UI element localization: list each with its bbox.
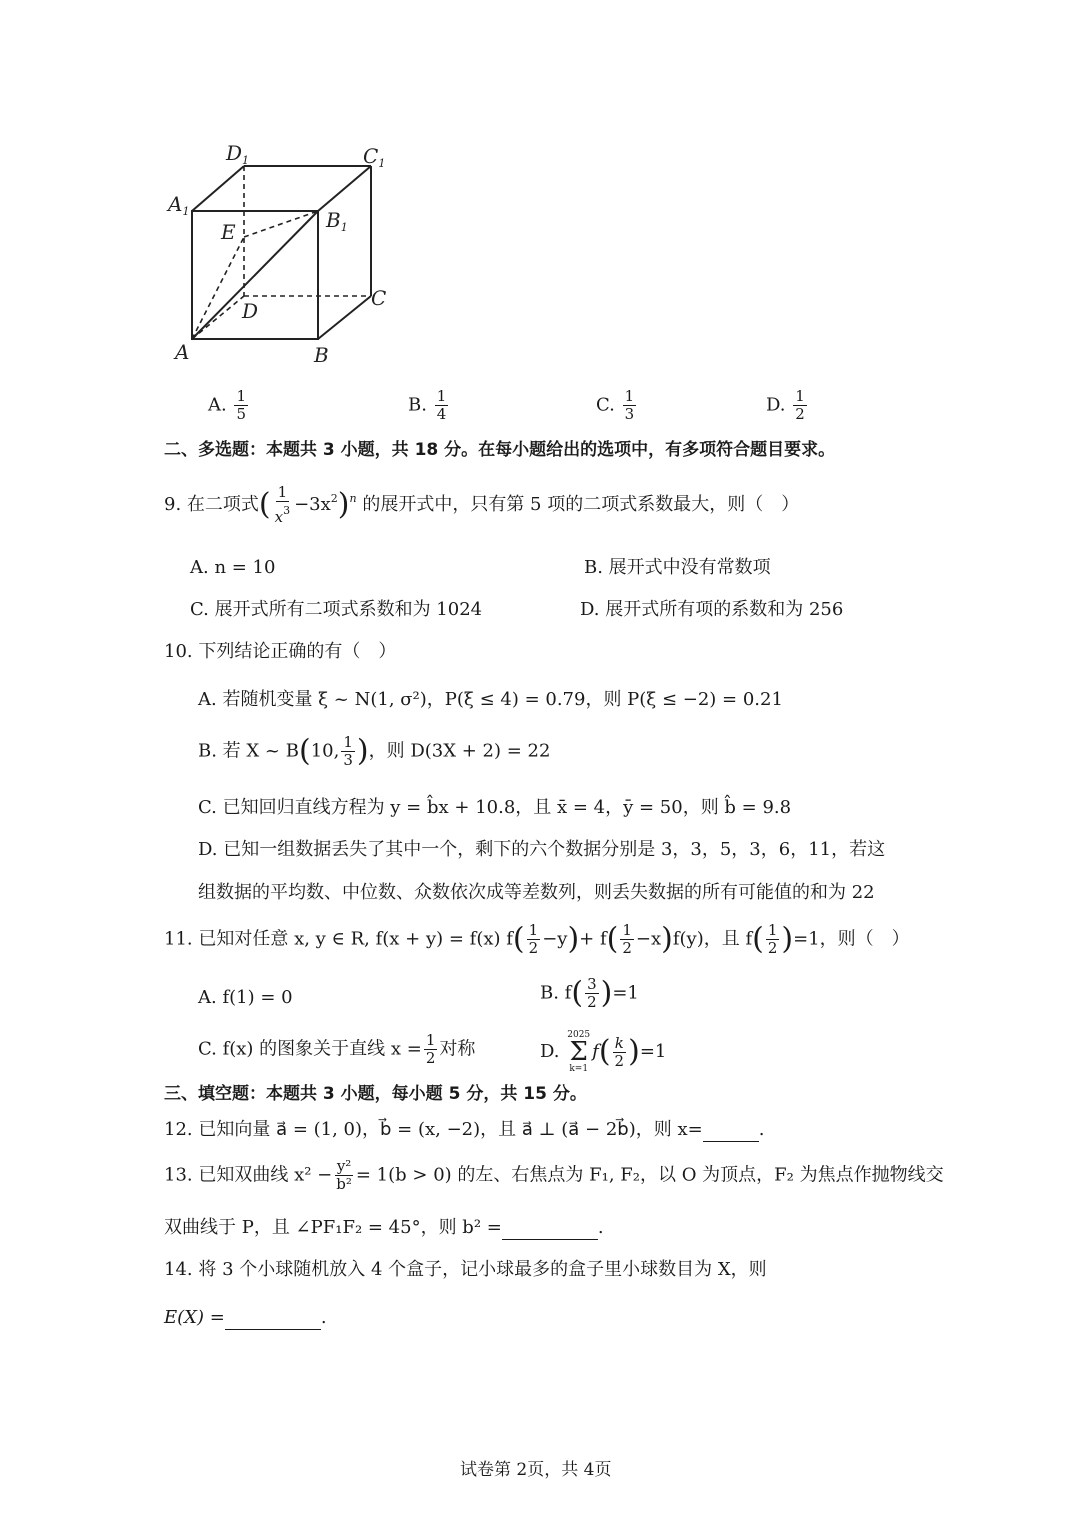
- q11-stem: 11. 已知对任意 x, y ∈ R, f(x + y) = f(x) f( $\frac{1}{2}$ −y)+ f( $\frac{1}{2}$ −x)f(y)，且 f( $\frac{1}{2}$ )=1，则（ ）: [164, 921, 910, 957]
- label-B1: $B_1$: [326, 208, 348, 234]
- q10-option-a: A. 若随机变量 ξ ~ N(1, σ²)，P(ξ ≤ 4) = 0.79，则 P(ξ ≤ −2) = 0.21: [198, 689, 783, 710]
- q13-line2: 双曲线于 P，且 ∠PF₁F₂ = 45°，则 b² = .: [164, 1217, 604, 1238]
- label-C: C: [371, 286, 387, 310]
- q13-answer-blank[interactable]: [502, 1221, 598, 1240]
- q14-answer-blank[interactable]: [225, 1311, 321, 1330]
- q9-option-a: A. n = 10: [190, 557, 276, 578]
- section2-heading: 二、多选题：本题共 3 小题，共 18 分。在每小题给出的选项中，有多项符合题目要求。: [164, 440, 836, 460]
- q11-option-c: C. f(x) 的图象关于直线 x = $\frac{1}{2}$ 对称: [198, 1031, 476, 1067]
- q10-option-b: B. 若 X ~ B(10, $\frac{1}{3}$ )，则 D(3X + 2) = 22: [198, 733, 551, 769]
- q11-option-b: B. f( $\frac{3}{2}$ )=1: [540, 975, 639, 1011]
- label-A1: $A_1$: [168, 192, 190, 218]
- q8-option-c: C. $\frac{1}{3}$: [596, 387, 635, 423]
- label-C1: $C_1$: [363, 144, 386, 170]
- label-B: B: [314, 343, 329, 367]
- q8-option-d: D. $\frac{1}{2}$: [766, 387, 805, 423]
- q10-option-d-line1: D. 已知一组数据丢失了其中一个，剩下的六个数据分别是 3，3，5，3，6，11，若这: [198, 839, 886, 860]
- q11-option-a: A. f(1) = 0: [198, 987, 293, 1008]
- label-E: E: [221, 220, 236, 244]
- label-A: A: [175, 340, 190, 364]
- q10-option-d-line2: 组数据的平均数、中位数、众数依次成等差数列，则丢失数据的所有可能值的和为 22: [198, 882, 875, 903]
- cube-figure: [160, 135, 400, 375]
- q8-option-b: B. $\frac{1}{4}$: [408, 387, 447, 423]
- q14-line1: 14. 将 3 个小球随机放入 4 个盒子，记小球最多的盒子里小球数目为 X，则: [164, 1259, 767, 1280]
- label-D1: $D_1$: [226, 141, 250, 167]
- section3-heading: 三、填空题：本题共 3 小题，每小题 5 分，共 15 分。: [164, 1084, 587, 1104]
- label-D: D: [242, 299, 259, 323]
- q12-answer-blank[interactable]: [703, 1123, 759, 1142]
- q12: 12. 已知向量 a⃗ = (1, 0)，b⃗ = (x, −2)，且 a⃗ ⊥ (a⃗ − 2b⃗)，则 x= .: [164, 1119, 765, 1140]
- q11-option-d: D. 2025 Σ k=1 f( $\frac{k}{2}$ )=1: [540, 1030, 667, 1074]
- q10-stem: 10. 下列结论正确的有（ ）: [164, 641, 397, 662]
- q9-option-d: D. 展开式所有项的系数和为 256: [580, 599, 844, 620]
- page-footer: 试卷第 2页，共 4页: [460, 1460, 612, 1480]
- q10-option-c: C. 已知回归直线方程为 y = b̂x + 10.8，且 x̄ = 4，ȳ = 50，则 b̂ = 9.8: [198, 797, 792, 818]
- q14-line2: E(X) = .: [164, 1307, 327, 1328]
- q9-option-b: B. 展开式中没有常数项: [584, 557, 771, 578]
- q8-option-a: A. $\frac{1}{5}$: [208, 387, 247, 423]
- q9-stem: 9. 在二项式( $\frac{1}{x^3}$ $-3x^2)^n$ 的展开式中，只有第 5 项的二项式系数最大，则（ ）: [164, 483, 800, 526]
- q9-option-c: C. 展开式所有二项式系数和为 1024: [190, 599, 483, 620]
- q13-line1: 13. 已知双曲线 x² − $\frac{\text{y²}}{\text{b²}}$ = 1(b > 0) 的左、右焦点为 F₁, F₂，以 O 为顶点，F₂ 为焦点作抛物线交: [164, 1157, 944, 1193]
